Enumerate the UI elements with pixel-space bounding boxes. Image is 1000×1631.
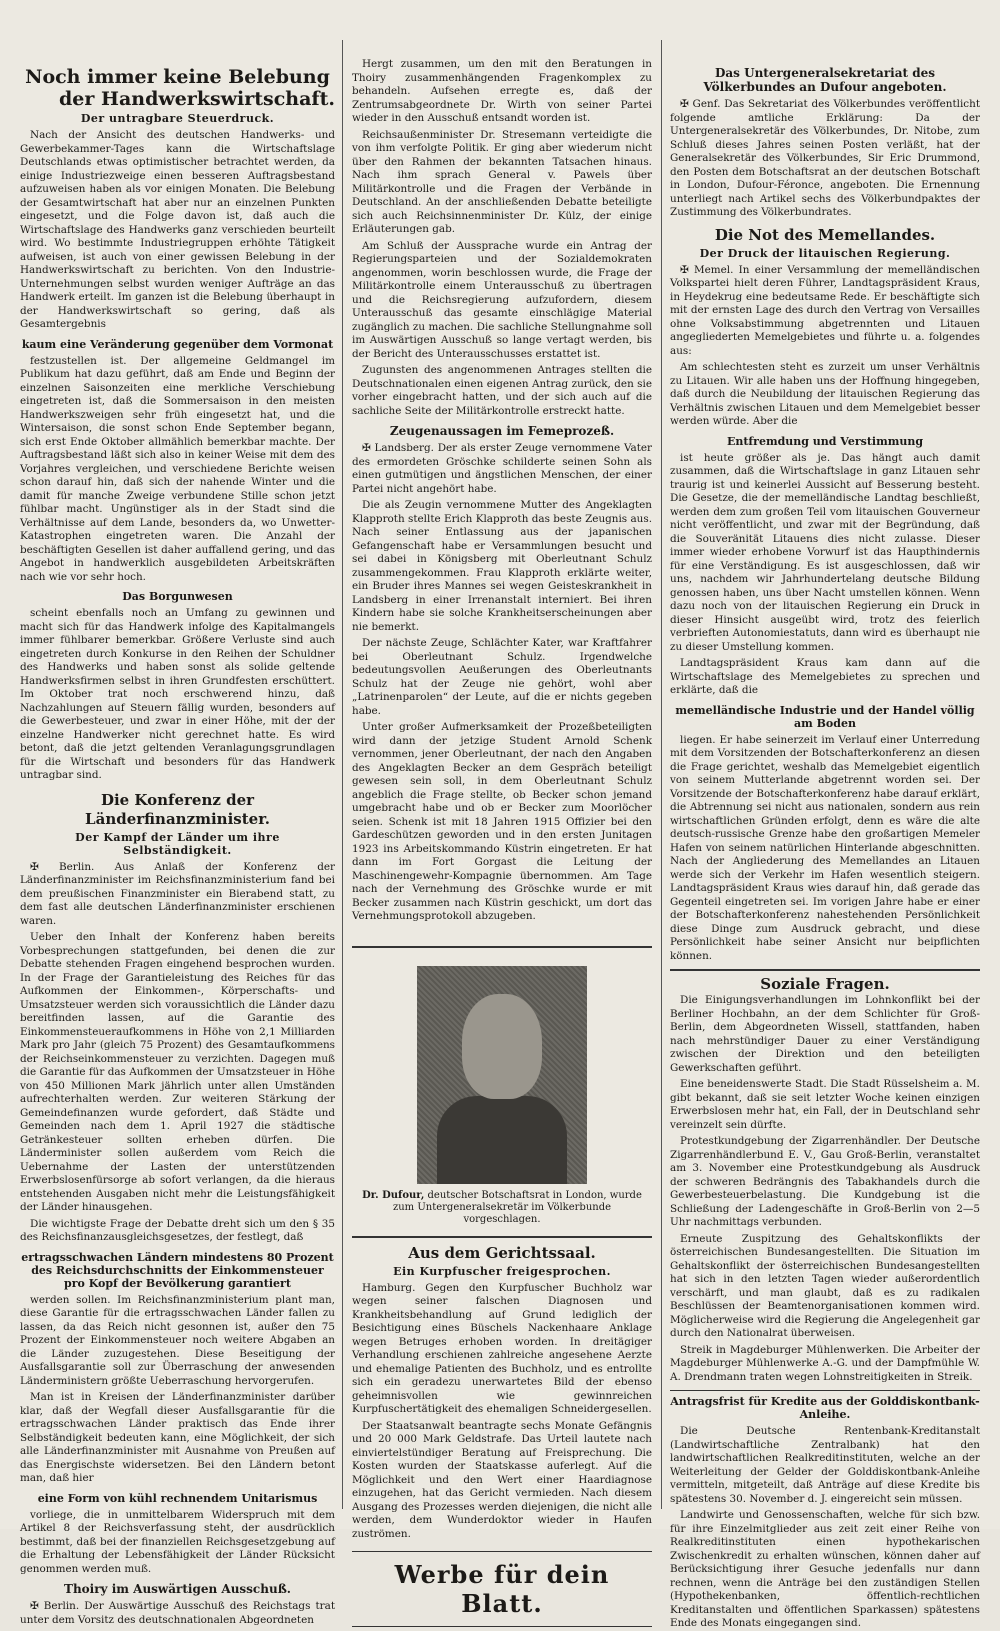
paragraph: Nach der Ansicht des deutschen Handwerks- und Gewerbekammer-Tages kann die Wirtschaftslage Deutschlands etwas optimistischer betrachtet werden, da einige Industriezweige einen besseren Auftragsbestand aufzuweisen haben als vor einigen Monaten. Die Belebung der Gesamtwirtschaft hat aber nur an einzelnen Punkten eingesetzt, und die Folge davon ist, daß auch die Wirtschaftslage des Handwerks ganz verschieden beurteilt wird. Wo bestimmte Industriegruppen erhöhte Tätigkeit aufweisen, ist auch von einer gewissen Belebung in der Handwerkswirtschaft zu berichten. Von den Industrie-Unternehmungen selbst wurden weniger Aufträge an das Handwerk erteilt. Im ganzen ist die Belebung überhaupt in der Handwerkswirtschaft so gering, daß als Gesamtergebnis bbox=[20, 129, 335, 330]
headline-antragsfrist: Antragsfrist für Kredite aus der Golddiskontbank-Anleihe. bbox=[670, 1390, 980, 1421]
paragraph: festzustellen ist. Der allgemeine Geldmangel im Publikum hat dazu geführt, daß am Ende und Beginn der einzelnen Saisonzeiten eine merkliche Verschiebung eingetreten ist, daß die Sommersaison in den meisten Handwerkszweigen sehr früh eingesetzt hat, und die Wintersaison, die sonst schon Ende September begann, sich erst Ende Oktober allmählich bemerkbar machte. Der Auftragsbestand läßt sich also in keiner Weise mit dem des Vorjahres vergleichen, und verschiedene Berichte weisen schon darauf hin, daß sich der nahende Winter und die damit für manche Zweige verbundene Stille schon jetzt fühlbar macht. Ungünstiger als in der Stadt sind die Verhältnisse auf dem Lande, besonders da, wo Unwetter-Katastrophen eingetreten waren. Die Anzahl der beschäftigten Gesellen ist daher auffallend gering, und das Angebot in handwerklich ausgebildeten Arbeitskräften nach wie vor sehr hoch. bbox=[20, 354, 335, 583]
paragraph: Die wichtigste Frage der Debatte dreht sich um den § 35 des Reichsfinanzausgleichsgesetzes, der festlegt, daß bbox=[20, 1217, 335, 1243]
paragraph: Der nächste Zeuge, Schlächter Kater, war Kraftfahrer bei Oberleutnant Schulz. Irgendwelche bedeutungsvollen Aeußerungen des Oberleutnants Schulz hat der Zeuge nie gehört, wohl aber „Latrinenparolen“ der Leute, auf die er nichts gegeben habe. bbox=[352, 637, 652, 717]
paragraph: Zugunsten des angenommenen Antrages stellten die Deutschnationalen einen eigenen Antrag zurück, den sie vorher eingebracht hatten, und der sich auch auf die sachliche Seite der Militärkontrolle erstreckt hatte. bbox=[352, 364, 652, 417]
subtitle-steuerdruck: Der untragbare Steuerdruck. bbox=[80, 112, 275, 125]
caption-name: Dr. Dufour, bbox=[362, 1189, 425, 1201]
paragraph: ✠ Berlin. Der Auswärtige Ausschuß des Reichstags trat unter dem Vorsitz des deutschnationalen Abgeordneten bbox=[20, 1600, 335, 1626]
subtitle-druck: Der Druck der litauischen Regierung. bbox=[699, 246, 951, 260]
paragraph: scheint ebenfalls noch an Umfang zu gewinnen und macht sich für das Handwerk infolge des Kapitalmangels immer fühlbarer bemerkbar. Größere Verluste sind auch eingetreten durch Konkurse in den Reihen der Schuldner des Handwerks und haben sonst als solide geltende Handwerksfirmen selbst in ihren Grundfesten erschüttert. Im Oktober trat noch erschwerend hinzu, daß Nachzahlungen auf Steuern fällig wurden, besonders auf die Gewerbesteuer, und zwar in einer Höhe, mit der der einzelne Handwerker nicht gerechnet hatte. Es wird betont, daß die jetzt geltenden Veranlagungsgrundlagen für die Wirtschaft und besonders für das Handwerk untragbar sind. bbox=[20, 607, 335, 781]
column-2 bbox=[352, 58, 652, 1618]
headline-konferenz: Die Konferenz der Länderfinanzminister. bbox=[85, 790, 270, 828]
portrait-face bbox=[462, 994, 542, 1099]
subheading: Das Borgunwesen bbox=[122, 590, 233, 603]
headline-memelland: Die Not des Memellandes. bbox=[714, 225, 936, 244]
paragraph: ist heute größer als je. Das hängt auch damit zusammen, daß die Wirtschaftslage in ganz Litauen sehr traurig ist und keinerlei Aussicht auf Besserung besteht. Die Gesetze, die der memelländische Landtag beschließt, werden dem zum großen Teil vom litauischen Gouverneur nicht veröffentlicht, und zwar mit der Begründung, daß die Souveränität Litauens dies nicht zulasse. Dieser immer wieder erhobene Vorwurf ist das Haupthindernis für eine Verständigung. Es ist ausgeschlossen, daß wir uns, nachdem wir Jahrhundertelang deutsche Bildung genossen haben, uns über Nacht umstellen können. Wenn dazu noch von der litauischen Regierung ein Druck in dieser Hinsicht ausgeübt wird, trotz des feierlich verbrieften Autonomiestatuts, dann wird es überhaupt nie zu dieser Umstellung kommen. bbox=[670, 451, 980, 653]
paragraph: Am schlechtesten steht es zurzeit um unser Verhältnis zu Litauen. Wir alle haben uns der Hoffnung hingegeben, daß durch die Neubildung der litauischen Regierung das Verhältnis zwischen Litauen und dem Memelgebiet besser werden würde. Aber die bbox=[670, 361, 980, 427]
paragraph: Protestkundgebung der Zigarrenhändler. Der Deutsche Zigarrenhändlerbund E. V., Gau Groß-Berlin, veranstaltet am 3. November eine Protestkundgebung als Ausdruck der schweren Bedrängnis des Tabakhandels durch die Gewerbesteuerbelastung. Die Kundgebung ist die Schließung der Ladengeschäfte in Groß-Berlin von 2—5 Uhr nachmittags verbunden. bbox=[670, 1135, 980, 1228]
headline-handwerk-2: der Handwerkswirtschaft. bbox=[59, 88, 335, 110]
paragraph: Unter großer Aufmerksamkeit der Prozeßbeteiligten wird dann der jetzige Student Arnold Schenk vernommen, jener Oberleutnant, der nach den Angaben des Angeklagten Becker an dem Gespräch beteiligt gewesen sein soll, in dem Oberleutnant Schulz angeblich die Frage stellte, ob Becker schon jemand umgebracht habe und ob er Becker zum Moorlöcher seien. Schenk ist mit 18 Jahren 1915 Offizier bei den Gardeschützen geworden und in den ersten Junitagen 1923 ins Arbeitskommando Küstrin eingetreten. Er hat dann im Fort Gorgast die Leitung der Maschinengewehr-Kompagnie übernommen. Am Tage nach der Vernehmung des Gröschke wurde er mit Becker zusammen nach Küstrin geschickt, um dort das Vernehmungsprotokoll abzugeben. bbox=[352, 721, 652, 922]
headline-gerichtssaal: Aus dem Gerichtssaal. bbox=[352, 1236, 652, 1263]
subheading: eine Form von kühl rechnendem Unitarismus bbox=[37, 1491, 318, 1505]
paragraph: Streik in Magdeburger Mühlenwerken. Die Arbeiter der Magdeburger Mühlenwerke A.-G. und der Dampfmühle W. A. Drendmann traten wegen Lohnstreitigkeiten in Streik. bbox=[670, 1343, 980, 1383]
paragraph: Landwirte und Genossenschaften, welche für sich bzw. für ihre Einzelmitglieder aus zeit zeit einer Reihe von Realkreditinstituten einen hypothekarischen Zwischenkredit zu erhalten wünschen, können daher auf Berücksichtigung ihrer Gesuche jedenfalls nur dann rechnen, wenn die Anträge bei den zuständigen Stellen (Hypothekenbanken, öffentlich-rechtlichen Kreditanstalten und öffentlichen Sparkassen) spätestens Ende des Monats eingegangen sind. bbox=[670, 1509, 980, 1629]
portrait-body bbox=[437, 1096, 567, 1184]
photo-caption bbox=[362, 1190, 642, 1226]
paragraph: ✠ Landsberg. Der als erster Zeuge vernommene Vater des ermordeten Gröschke schilderte seinen Sohn als einen gutmütigen und ängstlichen Menschen, der einer Partei nicht angehört habe. bbox=[352, 442, 652, 495]
subheading: Entfremdung und Verstimmung bbox=[726, 434, 924, 448]
subheading: kaum eine Veränderung gegenüber dem Vormonat bbox=[21, 337, 334, 351]
portrait-photo bbox=[417, 966, 587, 1184]
headline-voelkerbund: Das Untergeneralsekretariat des Völkerbundes an Dufour angeboten. bbox=[703, 66, 947, 94]
subtitle-kurpfuscher: Ein Kurpfuscher freigesprochen. bbox=[393, 1264, 611, 1278]
headline-soziale-fragen: Soziale Fragen. bbox=[670, 969, 980, 994]
paragraph: Die als Zeugin vernommene Mutter des Angeklagten Klapproth stellte Erich Klapproth das beste Zeugnis aus. Nach seiner Entlassung aus der japanischen Gefangenschaft habe er Versammlungen besucht und sei dabei in Königsberg mit Oberleutnant Schulz zusammengekommen. Frau Klapproth erklärte weiter, ein Bruder ihres Mannes sei wegen Geisteskrankheit in Landsberg in einer Irrenanstalt interniert. Bei ihren Kindern habe sie solche Krankheitserscheinungen aber nie bemerkt. bbox=[352, 499, 652, 633]
advertisement-banner: Werbe für dein Blatt. bbox=[352, 1551, 652, 1627]
headline-femeprozess: Zeugenaussagen im Femeprozeß. bbox=[389, 424, 615, 438]
paragraph: Am Schluß der Aussprache wurde ein Antrag der Regierungsparteien und der Sozialdemokraten angenommen, worin beschlossen wurde, die Frage der Militärkontrolle einem Unterausschuß zu übertragen und die Reichsregierung aufzufordern, diesem Unterausschuß das gesamte einschlägige Material zugänglich zu machen. Die sachliche Stellungnahme soll im Auswärtigen Ausschuß so lange vertagt werden, bis der Bericht des Unterausschusses erstattet ist. bbox=[352, 239, 652, 360]
subheading: ertragsschwachen Ländern mindestens 80 Prozent des Reichsdurchschnitts der Einkommensteuer pro Kopf der Bevölkerung garantiert bbox=[21, 1250, 334, 1290]
headline-thoiry: Thoiry im Auswärtigen Ausschuß. bbox=[64, 1582, 291, 1596]
paragraph: Hamburg. Gegen den Kurpfuscher Buchholz war wegen seiner falschen Diagnosen und Krankheitsbehandlung auf Grund lediglich der Besichtigung eines Büschels Nackenhaare Anklage wegen Betruges erhoben worden. In dreitägiger Verhandlung erschienen zahlreiche angesehene Aerzte und ehemalige Patienten des Buchholz, und es entrollte sich ein geradezu unerwartetes Bild der ebenso geheimnisvollen wie gewinnreichen Kurpfuschertätigkeit des ehemaligen Schneidergesellen. bbox=[352, 1281, 652, 1415]
photo-block bbox=[352, 946, 652, 1226]
paragraph: ✠ Memel. In einer Versammlung der memelländischen Volkspartei hielt deren Führer, Landtagspräsident Kraus, in Heydekrug eine bedeutsame Rede. Er beschäftigte sich mit der ernsten Lage des durch den Vertrag von Versailles ohne Volksabstimmung abgetrennten und Litauen angegliederten Memelgebietes und führte u. a. folgendes aus: bbox=[670, 263, 980, 357]
subtitle-kampf: Der Kampf der Länder um ihre Selbständigkeit. bbox=[75, 830, 280, 857]
paragraph: Die Deutsche Rentenbank-Kreditanstalt (Landwirtschaftliche Zentralbank) hat den landwirtschaftlichen Realkreditinstituten, welche an der Weiterleitung der Gelder der Golddiskontbank-Anleihe vermitteln, mitgeteilt, daß Anträge auf diese Kredite bis spätestens 30. November d. J. eingereicht sein müssen. bbox=[670, 1425, 980, 1505]
column-divider bbox=[661, 40, 662, 1509]
paragraph: ✠ Genf. Das Sekretariat des Völkerbundes veröffentlicht folgende amtliche Erklärung: Da der Untergeneralsekretär des Völkerbundes, Dr. Nitobe, zum Schluß dieses Jahres seinen Posten verläßt, hat der Generalsekretär des Völkerbundes, Sir Eric Drummond, den Posten dem Botschaftsrat an der deutschen Botschaft in London, Dufour-Féronce, angeboten. Die Ernennung unterliegt nach Artikel sechs des Völkerbundpaktes der Zustimmung des Völkerbundrates. bbox=[670, 98, 980, 218]
paragraph: Hergt zusammen, um den mit den Beratungen in Thoiry zusammenhängenden Fragenkomplex zu behandeln. Aufsehen erregte es, daß der Zentrumsabgeordnete Dr. Wirth von seiner Partei wieder in den Ausschuß entsandt worden ist. bbox=[352, 58, 652, 124]
paragraph: vorliege, die in unmittelbarem Widerspruch mit dem Artikel 8 der Reichsverfassung steht, der ausdrücklich bestimmt, daß bei der finanziellen Reichsgesetzgebung auf die Erhaltung der Lebensfähigkeit der Länder Rücksicht genommen werden muß. bbox=[20, 1508, 335, 1575]
column-3 bbox=[670, 58, 980, 1629]
paragraph: Landtagspräsident Kraus kam dann auf die Wirtschaftslage des Memelgebietes zu sprechen und erklärte, daß die bbox=[670, 657, 980, 696]
paragraph: werden sollen. Im Reichsfinanzministerium plant man, diese Garantie für die ertragsschwachen Länder fallen zu lassen, da das Reich nicht gesonnen ist, außer den 75 Prozent der Einkommensteuer noch weitere Abgaben an die Länder zuzugestehen. Diese Beseitigung der Ausfallsgarantie soll zur Überraschung der anwesenden Länderministern größte Ueberraschung hervorgerufen. bbox=[20, 1293, 335, 1387]
paragraph: Der Staatsanwalt beantragte sechs Monate Gefängnis und 20 000 Mark Geldstrafe. Das Urteil lautete nach einviertelstündiger Beratung auf Freisprechung. Die Kosten wurden der Staatskasse auferlegt. Auf die Möglichkeit und den Wert einer Haardiagnose einzugehen, hat das Gericht vermieden. Nach diesem Ausgang des Prozesses werden diejenigen, die nicht alle werden, dem Wunderdoktor wieder in Haufen zuströmen. bbox=[352, 1419, 652, 1540]
caption-text: deutscher Botschaftsrat in London, wurde zum Untergeneralsekretär im Völkerbunde vorgeschlagen. bbox=[392, 1189, 642, 1225]
paragraph: Eine beneidenswerte Stadt. Die Stadt Rüsselsheim a. M. gibt bekannt, daß sie seit letzter Woche keinen einzigen Erwerbslosen mehr hat, ein Fall, der in Deutschland sehr vereinzelt sein dürfte. bbox=[670, 1078, 980, 1131]
subheading: memelländische Industrie und der Handel völlig am Boden bbox=[675, 703, 975, 730]
paragraph: Erneute Zuspitzung des Gehaltskonflikts der österreichischen Bundesangestellten. Die Situation im Gehaltskonflikt der österreichischen Bundesangestellten hat sich in den letzten Tagen wieder außerordentlich verschärft, und man glaubt, daß es zu radikalen Beschlüssen der Beamtenorganisationen kommen wird. Möglicherweise wird die Regierung die Angelegenheit gar durch den Nationalrat überweisen. bbox=[670, 1232, 980, 1339]
column-1 bbox=[20, 58, 335, 1626]
paragraph: Reichsaußenminister Dr. Stresemann verteidigte die von ihm verfolgte Politik. Er ging aber wiederum nicht über den Rahmen der bekannten Tatsachen hinaus. Nach ihm sprach General v. Pawels über Militärkontrolle und die Fragen der Verbände in Deutschland. An der anschließenden Debatte beteiligte sich auch Reichsinnenminister Dr. Külz, der einige Erläuterungen gab. bbox=[352, 128, 652, 235]
paragraph: Ueber den Inhalt der Konferenz haben bereits Vorbesprechungen stattgefunden, bei denen die zur Debatte stehenden Fragen eingehend besprochen wurden. In der Frage der Garantieleistung des Reiches für das Aufkommen der Einkommen-, Körperschafts- und Umsatzsteuer werden sich voraussichtlich die Länder dazu bereitfinden lassen, auf die Garantie des Einkommensteueraufkommens in Höhe von 2,1 Milliarden Mark pro Jahr (gleich 75 Prozent) des Gesamtaufkommens der Reichseinkommensteuer zu verzichten. Dagegen muß die Garantie für das Aufkommen der Umsatzsteuer in Höhe von 450 Millionen Mark jährlich unter allen Umständen aufrechterhalten werden. Zur weiteren Stärkung der Gemeindefinanzen wurde gefordert, daß Städte und Gemeinden nach dem 1. April 1927 die städtische Getränkesteuer sollten erheben dürfen. Die Länderminister sollen außerdem vom Reich die Uebernahme der Lasten der unterstützenden Erwerbslosenfürsorge ab sofort verlangen, da die hieraus entstehenden Ausgaben nicht mehr die Leistungsfähigkeit der Länder hinausgehen. bbox=[20, 931, 335, 1213]
column-divider bbox=[342, 40, 343, 1509]
paragraph: Die Einigungsverhandlungen im Lohnkonflikt bei der Berliner Hochbahn, an der dem Schlichter für Groß-Berlin, dem Abgeordneten Wissell, stattfanden, haben nach mehrstündiger Dauer zu einer Verständigung zwischen der Direktion und den beteiligten Gewerkschaften geführt. bbox=[670, 994, 980, 1074]
paragraph: liegen. Er habe seinerzeit im Verlauf einer Unterredung mit dem Vorsitzenden der Botschafterkonferenz an diesen die Frage gerichtet, weshalb das Memelgebiet eigentlich von seinem Mutterlande abgetrennt worden sei. Der Vorsitzende der Botschafterkonferenz habe darauf erklärt, die Abtrennung sei nicht aus nationalen, sondern aus rein wirtschaftlichen Gründen erfolgt, denn es wäre die alte deutsch-russische Grenze habe den großartigen Memeler Hafen von seinem natürlichen Hinterlande abgeschnitten. Nach der Angliederung des Memellandes an Litauen werde sich der Verkehr im Hafen wesentlich steigern. Landtagspräsident Kraus wies darauf hin, daß gerade das Gegenteil eingetreten sei. Im vorigen Jahre habe er einer der Botschafterkonferenz nahestehenden Persönlichkeit diese Dinge zum Ausdruck gebracht, und diese Persönlichkeit habe seiner Ansicht nur beipflichten können. bbox=[670, 733, 980, 962]
paragraph: ✠ Berlin. Aus Anlaß der Konferenz der Länderfinanzminister im Reichsfinanzministerium fand bei dem preußischen Finanzminister ein Bierabend statt, zu dem fast alle deutschen Länderfinanzminister erschienen waren. bbox=[20, 860, 335, 927]
headline-handwerk-1: Noch immer keine Belebung bbox=[25, 66, 330, 88]
paragraph: Man ist in Kreisen der Länderfinanzminister darüber klar, daß der Wegfall dieser Ausfallsgarantie für die ertragsschwachen Länder praktisch das Ende ihrer Selbständigkeit bedeuten kann, eine Möglichkeit, der sich alle Länderfinanzminister mit Ausnahme von Preußen auf das Energischste widersetzen. Bei den Ländern betont man, daß hier bbox=[20, 1391, 335, 1484]
